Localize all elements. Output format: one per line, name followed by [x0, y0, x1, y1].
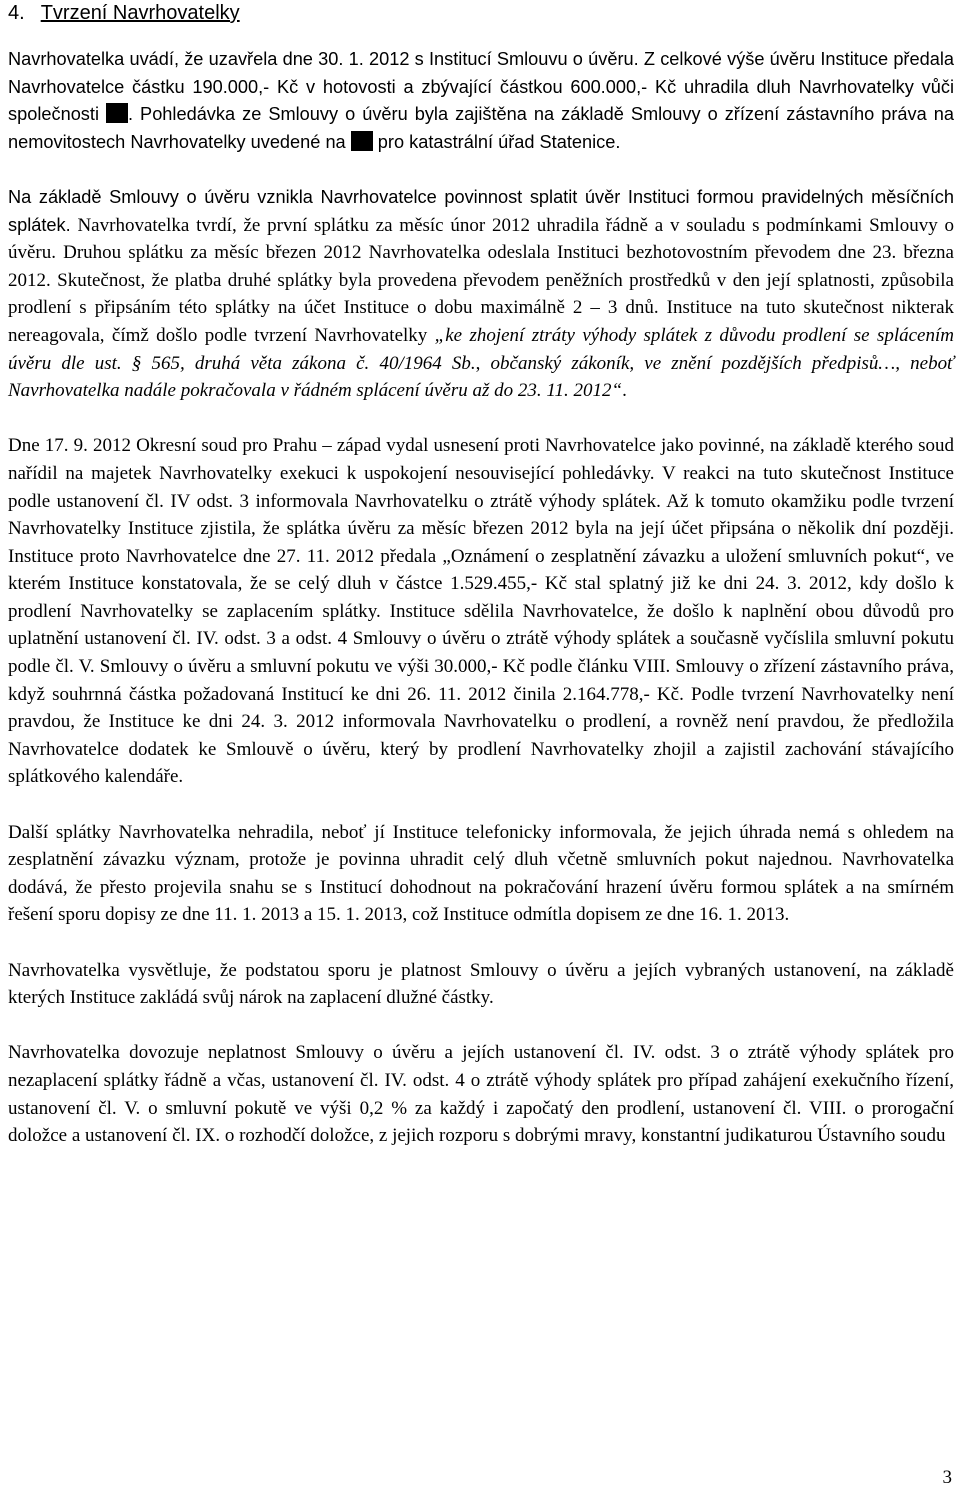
- paragraph-4: Další splátky Navrhovatelka nehradila, neboť jí Instituce telefonicky informovala, že jejich úhrada nemá s ohledem na zesplatnění závazku význam, protože je povinna uhradit celý dluh včetně smluvních pokut najednou. Navrhovatelka dodává, že přesto projevila snahu se s Institucí dohodnout na pokračování hrazení úvěru formou splátek a na smírném řešení sporu dopisy ze dne 11. 1. 2013 a 15. 1. 2013, což Instituce odmítla dopisem ze dne 16. 1. 2013.: [8, 821, 954, 926]
- paragraph-2-end: .: [622, 380, 627, 402]
- paragraph-2-sans-text: Na základě Smlouvy o úvěru vznikla Navrhovatelce povinnost splatit úvěr Instituci formou pravidelných měsíčních splátek.: [8, 186, 954, 235]
- paragraph-6: Navrhovatelka dovozuje neplatnost Smlouvy o úvěru a jejích ustanovení čl. IV. odst. 3 o ztrátě výhody splátek pro nezaplacení splátky řádně a včas, ustanovení čl. IV. odst. 4 o ztrátě výhody splátek pro případ zahájení exekučního řízení, ustanovení čl. V. o smluvní pokutě ve výši 0,2 % za každý i započatý den prodlení, ustanovení čl. VIII. o prorogační doložce a ustanovení čl. IX. o rozhodčí doložce, z jejich rozporu s dobrými mravy, konstantní judikaturou Ústavního soudu: [8, 1042, 954, 1147]
- redaction-block: [351, 131, 373, 151]
- paragraph-3: Dne 17. 9. 2012 Okresní soud pro Prahu – západ vydal usnesení proti Navrhovatelce jako povinné, na základě kterého soud nařídil na majetek Navrhovatelky exekuci k uspokojení nesouvisející pohledávky. V reakci na tuto skutečnost Instituce podle ustanovení čl. IV odst. 3 informovala Navrhovatelku o ztrátě výhody splátek. Až k tomuto okamžiku podle tvrzení Navrhovatelky Instituce zjistila, že splátka úvěru za měsíc březen 2012 byla na její účet připsána o několik dní později. Instituce proto Navrhovatelce dne 27. 11. 2012 předala „Oznámení o zesplatnění závazku a uložení smluvních pokut“, ve kterém Instituce konstatovala, že se celý dluh v částce 1.529.455,- Kč stal splatný již ke dni 24. 3. 2012, kdy došlo k prodlení Navrhovatelky se zaplacením splátky. Instituce sdělila Navrhovatelce, že došlo k naplnění obou důvodů pro uplatnění ustanovení čl. IV. odst. 3 a odst. 4 Smlouvy o úvěru o ztrátě výhody splátek a současně vyčíslila smluvní pokutu podle čl. V. Smlouvy o úvěru a smluvní pokutu ve výši 30.000,- Kč podle článku VIII. Smlouvy o zřízení zástavního práva, když souhrnná částka požadovaná Institucí ke dni 26. 11. 2012 činila 2.164.778,- Kč. Podle tvrzení Navrhovatelky není pravdou, že Instituce ke dni 24. 3. 2012 informovala Navrhovatelku o prodlení, a rovněž není pravdou, že předložila Navrhovatelce dodatek ke Smlouvě o úvěru, který by prodlení Navrhovatelky zhojil a zajistil zachování stávajícího splátkového kalendáře.: [8, 435, 954, 788]
- paragraph-1-text-a: Navrhovatelka uvádí, že uzavřela dne 30. 1. 2012 s Institucí Smlouvu o úvěru. Z celkové výše úvěru Instituce předala Navrhovatelce částku 190.000,- Kč v hotovosti a zbývající částkou 600.000,- Kč uhradila dluh Navrhovatelky vůči společnosti: [8, 49, 954, 125]
- paragraph-1-text-b: . Pohledávka ze Smlouvy o úvěru byla zajištěna na základě Smlouvy o zřízení zástavního práva na nemovitostech Navrhovatelky uvedené na: [8, 104, 954, 152]
- paragraph-5: Navrhovatelka vysvětluje, že podstatou sporu je platnost Smlouvy o úvěru a jejích vybraných ustanovení, na základě kterých Instituce zakládá svůj nárok na zaplacení dlužné částky.: [8, 959, 954, 1009]
- quote-separator: ,: [475, 352, 491, 374]
- redaction-block: [106, 103, 128, 123]
- section-title: Tvrzení Navrhovatelky: [40, 2, 240, 24]
- document-page: [8, 0, 954, 1177]
- paragraph-2: [8, 184, 954, 405]
- section-number: 4.: [8, 2, 25, 24]
- page-number: 3: [942, 1467, 952, 1488]
- section-heading: [8, 0, 954, 26]
- paragraph-1: [8, 46, 954, 156]
- paragraph-1-text-c: pro katastrální úřad Statenice.: [372, 131, 621, 152]
- quoted-text-a: „ke zhojení ztráty výhody splátek z důvodu prodlení se splácením úvěru dle ust. § 565, druhá věta zákona č. 40/1964 Sb.: [8, 324, 954, 374]
- paragraph-2-text: Navrhovatelka tvrdí, že první splátku za měsíc únor 2012 uhradila řádně a v souladu s podmínkami Smlouvy o úvěru. Druhou splátku za měsíc březen 2012 Navrhovatelka odeslala Instituci bezhotovostním převodem dne 23. března 2012. Skutečnost, že platba druhé splátky byla provedena převodem peněžních prostředků v den její splatnosti, způsobila prodlení s připsáním této splátky na účet Instituce o dobu maximálně 2 – 3 dnů. Instituce na tuto skutečnost nikterak nereagovala, čímž došlo podle tvrzení Navrhovatelky: [8, 214, 954, 346]
- quoted-text-b: občanský zákoník, ve znění pozdějších předpisů…, neboť Navrhovatelka nadále pokračovala v řádném splácení úvěru až do 23. 11. 2012“: [8, 352, 955, 402]
